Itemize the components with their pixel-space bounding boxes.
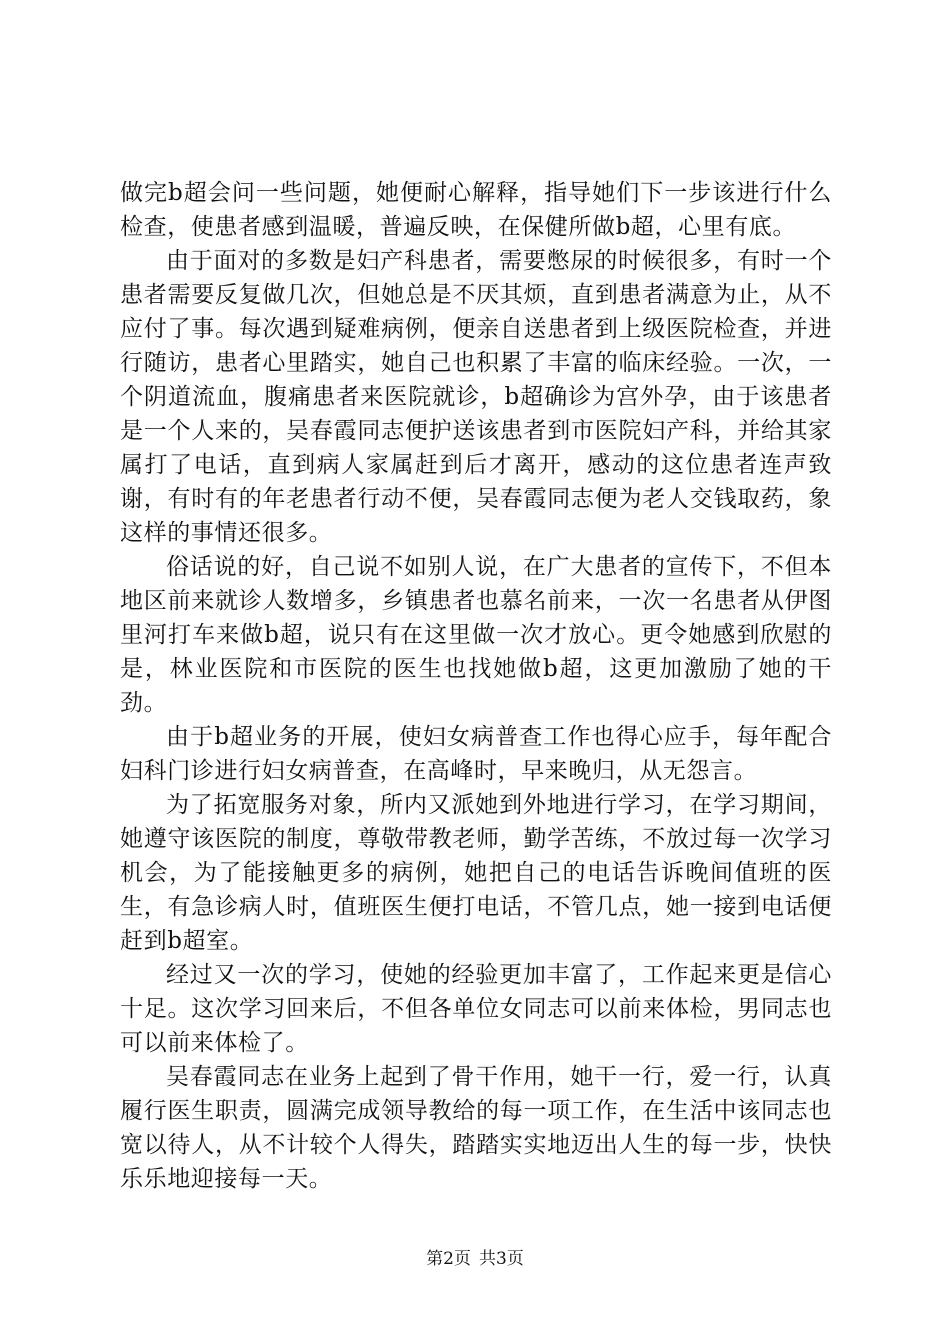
page-total: 共3页 [479,1249,524,1269]
paragraph-3: 俗话说的好，自己说不如别人说，在广大患者的宣传下，不但本地区前来就诊人数增多，乡镇患者也慕名前来，一次一名患者从伊图里河打车来做b超，说只有在这里做一次才放心。更令她感到欣慰的是，林业医院和市医院的医生也找她做b超，这更加激励了她的干劲。 [120,554,832,716]
page-footer [0,1244,950,1269]
page-number: 第2页 [426,1249,471,1269]
paragraph-2: 由于面对的多数是妇产科患者，需要憋尿的时候很多，有时一个患者需要反复做几次，但她总是不厌其烦，直到患者满意为止，从不应付了事。每次遇到疑难病例，便亲自送患者到上级医院检查，并进行随访，患者心里踏实，她自己也积累了丰富的临床经验。一次，一个阴道流血，腹痛患者来医院就诊，b超确诊为宫外孕，由于该患者是一个人来的，吴春霞同志便护送该患者到市医院妇产科，并给其家属打了电话，直到病人家属赶到后才离开，感动的这位患者连声致谢，有时有的年老患者行动不便，吴春霞同志便为老人交钱取药，象这样的事情还很多。 [120,248,832,546]
paragraph-5: 为了拓宽服务对象，所内又派她到外地进行学习，在学习期间，她遵守该医院的制度，尊敬带教老师，勤学苦练，不放过每一次学习机会，为了能接触更多的病例，她把自己的电话告诉晚间值班的医生，有急诊病人时，值班医生便打电话，不管几点，她一接到电话便赶到b超室。 [120,792,832,954]
paragraph-7: 吴春霞同志在业务上起到了骨干作用，她干一行，爱一行，认真履行医生职责，圆满完成领导教给的每一项工作，在生活中该同志也宽以待人，从不计较个人得失，踏踏实实地迈出人生的每一步，快快乐乐地迎接每一天。 [120,1064,832,1192]
paragraph-6: 经过又一次的学习，使她的经验更加丰富了，工作起来更是信心十足。这次学习回来后，不但各单位女同志可以前来体检，男同志也可以前来体检了。 [120,962,832,1056]
paragraph-1: 做完b超会问一些问题，她便耐心解释，指导她们下一步该进行什么检查，使患者感到温暖，普遍反映，在保健所做b超，心里有底。 [120,180,832,240]
paragraph-4: 由于b超业务的开展，使妇女病普查工作也得心应手，每年配合妇科门诊进行妇女病普查，在高峰时，早来晚归，从无怨言。 [120,724,832,784]
document-body [120,176,832,1196]
